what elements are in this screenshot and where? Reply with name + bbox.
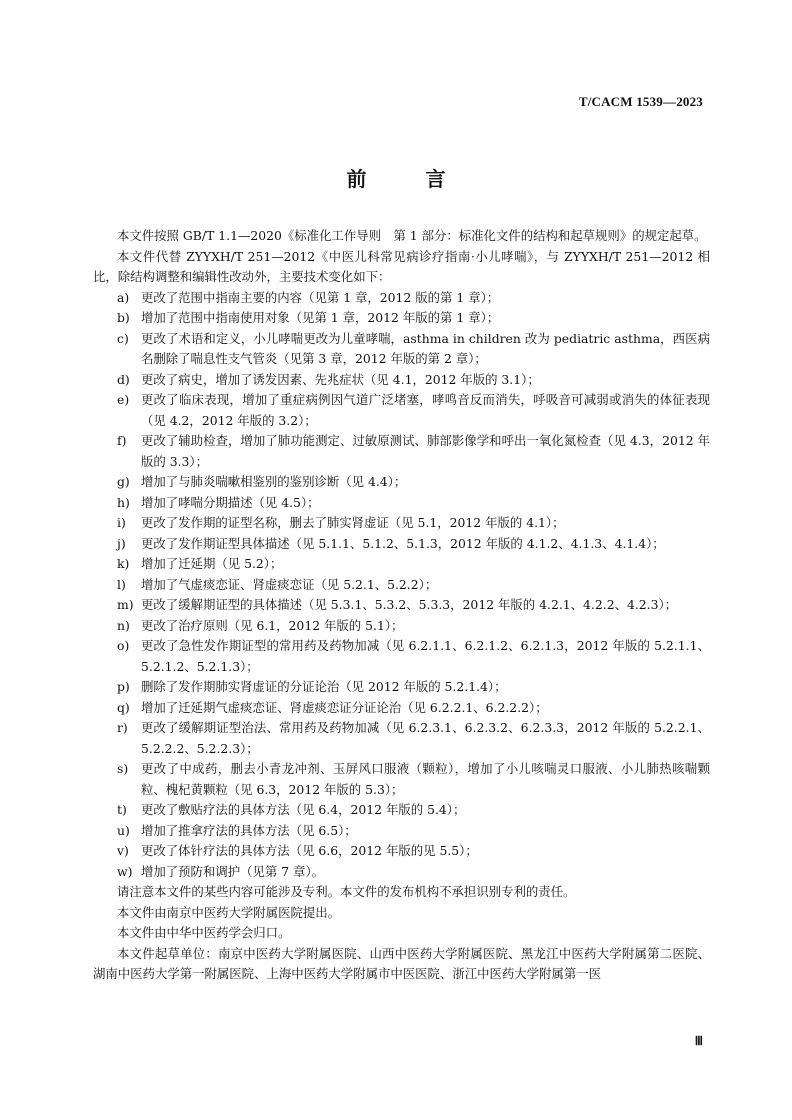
list-item-text: 增加了预防和调护（见第 7 章）。 bbox=[141, 863, 325, 879]
list-item-marker: i) bbox=[117, 515, 126, 530]
list-item-marker: o) bbox=[117, 638, 130, 653]
note-paragraph: 本文件由中华中医药学会归口。 bbox=[117, 925, 291, 940]
list-item-text: 更改了敷贴疗法的具体方法（见 6.4，2012 年版的 5.4）； bbox=[141, 802, 466, 817]
list-item bbox=[93, 698, 710, 719]
list-item-text: 更改了发作期证型具体描述（见 5.1.1、5.1.2、5.1.3，2012 年版的 4.1.2、4.1.3、4.1.4）； bbox=[141, 535, 665, 551]
list-item bbox=[93, 595, 710, 616]
list-item bbox=[93, 800, 710, 821]
list-item-text: 增加了推拿疗法的具体方法（见 6.5）； bbox=[141, 822, 357, 838]
list-item-text: 更改了缓解期证型治法、常用药及药物加减（见 6.2.3.1、6.2.3.2、6.2.3.3，2012 年版的 5.2.2.1、5.2.2.2、5.2.2.3）； bbox=[141, 720, 710, 756]
list-item bbox=[93, 841, 710, 862]
list-item-marker: p) bbox=[117, 679, 130, 694]
list-item-text: 更改了缓解期证型的具体描述（见 5.3.1、5.3.2、5.3.3，2012 年版的 4.2.1、4.2.2、4.2.3）； bbox=[141, 597, 678, 612]
list-item bbox=[93, 308, 710, 329]
list-item-text: 更改了术语和定义，小儿哮喘更改为儿童哮喘，asthma in children 改为 pediatric asthma，西医病名删除了喘息性支气管炎（见第 3 章，2012 年版的第 2 章）； bbox=[141, 330, 710, 366]
list-item-marker: c) bbox=[117, 330, 129, 346]
list-item-marker: j) bbox=[117, 535, 126, 551]
list-item bbox=[93, 718, 710, 759]
list-item bbox=[93, 616, 710, 637]
note-paragraph: 本文件起草单位：南京中医药大学附属医院、山西中医药大学附属医院、黑龙江中医药大学附属第二医院、湖南中医药大学第一附属医院、上海中医药大学附属市中医医院、浙江中医药大学附属第一医 bbox=[93, 945, 710, 981]
note-paragraph: 请注意本文件的某些内容可能涉及专利。本文件的发布机构不承担识别专利的责任。 bbox=[117, 884, 576, 899]
page-number: Ⅲ bbox=[694, 1034, 703, 1048]
list-item bbox=[93, 513, 710, 534]
document-code: T/CACM 1539—2023 bbox=[578, 94, 703, 109]
list-item-marker: w) bbox=[117, 863, 133, 879]
list-item bbox=[93, 759, 710, 800]
list-item-text: 更改了中成药，删去小青龙冲剂、玉屏风口服液（颗粒），增加了小儿咳喘灵口服液、小儿肺热咳喘颗粒、槐杞黄颗粒（见 6.3，2012 年版的 5.3）； bbox=[141, 761, 710, 797]
list-item-text: 增加了迁延期气虚痰恋证、肾虚痰恋证分证论治（见 6.2.2.1、6.2.2.2）； bbox=[141, 699, 548, 715]
page-title: 前 言 bbox=[346, 167, 472, 191]
list-item-marker: r) bbox=[117, 720, 128, 735]
list-item bbox=[93, 288, 710, 309]
list-item-marker: d) bbox=[117, 371, 130, 387]
intro-paragraph: 本文件按照 GB/T 1.1—2020《标准化工作导则 第 1 部分：标准化文件的结构和起草规则》的规定起草。 bbox=[117, 228, 707, 243]
list-item-text: 更改了急性发作期证型的常用药及药物加减（见 6.2.1.1、6.2.1.2、6.2.1.3，2012 年版的 5.2.1.1、5.2.1.2、5.2.1.3）； bbox=[141, 638, 710, 674]
list-item bbox=[93, 862, 710, 883]
list-item bbox=[93, 493, 710, 514]
list-item-text: 增加了与肺炎喘嗽相鉴别的鉴别诊断（见 4.4）； bbox=[141, 474, 407, 489]
list-item-marker: u) bbox=[117, 822, 130, 838]
list-item-text: 更改了治疗原则（见 6.1，2012 年版的 5.1）； bbox=[141, 617, 404, 633]
notes-section bbox=[93, 882, 710, 985]
list-item bbox=[93, 370, 710, 391]
list-item bbox=[93, 677, 710, 698]
list-item-text: 更改了范围中指南主要的内容（见第 1 章，2012 版的第 1 章）； bbox=[141, 289, 500, 305]
list-item bbox=[93, 636, 710, 677]
list-item bbox=[93, 575, 710, 596]
list-item-marker: v) bbox=[117, 843, 129, 858]
list-item-marker: m) bbox=[117, 597, 134, 612]
list-item-marker: k) bbox=[117, 556, 130, 571]
list-item-marker: b) bbox=[117, 310, 130, 325]
intro-paragraph: 本文件代替 ZYYXH/T 251—2012《中医儿科常见病诊疗指南·小儿哮喘》，与 ZYYXH/T 251—2012 相比，除结构调整和编辑性改动外，主要技术变化如下： bbox=[93, 248, 710, 284]
list-item-marker: q) bbox=[117, 699, 130, 715]
list-item-text: 更改了病史，增加了诱发因素、先兆症状（见 4.1，2012 年版的 3.1）； bbox=[141, 371, 540, 387]
changes-list bbox=[93, 288, 710, 883]
list-item-marker: l) bbox=[117, 576, 126, 592]
list-item bbox=[93, 821, 710, 842]
list-item-marker: n) bbox=[117, 617, 130, 633]
list-item bbox=[93, 390, 710, 431]
list-item-marker: f) bbox=[117, 433, 127, 448]
list-item bbox=[93, 431, 710, 472]
list-item-marker: h) bbox=[117, 494, 130, 510]
list-item bbox=[93, 472, 710, 493]
list-item-marker: g) bbox=[117, 474, 130, 489]
list-item bbox=[93, 554, 710, 575]
list-item-text: 更改了体针疗法的具体方法（见 6.6，2012 年版的见 5.5）； bbox=[141, 843, 478, 858]
list-item bbox=[93, 329, 710, 370]
list-item-text: 更改了辅助检查，增加了肺功能测定、过敏原测试、肺部影像学和呼出一氧化氮检查（见 4.3，2012 年版的 3.3）； bbox=[141, 433, 710, 469]
list-item bbox=[93, 534, 710, 555]
list-item-marker: a) bbox=[117, 289, 130, 305]
list-item-text: 更改了发作期的证型名称，删去了肺实肾虚证（见 5.1，2012 年版的 4.1）； bbox=[141, 515, 565, 530]
list-item-marker: s) bbox=[117, 761, 129, 776]
list-item-text: 增加了范围中指南使用对象（见第 1 章，2012 年版的第 1 章）； bbox=[141, 310, 500, 325]
foreword-body bbox=[93, 226, 710, 985]
list-item-marker: t) bbox=[117, 802, 127, 817]
list-item-text: 删除了发作期肺实肾虚证的分证论治（见 2012 年版的 5.2.1.4）； bbox=[141, 679, 507, 694]
list-item-text: 增加了哮喘分期描述（见 4.5）； bbox=[141, 494, 320, 510]
list-item-text: 增加了气虚痰恋证、肾虚痰恋证（见 5.2.1、5.2.2）； bbox=[141, 576, 438, 592]
list-item-marker: e) bbox=[117, 392, 130, 407]
note-paragraph: 本文件由南京中医药大学附属医院提出。 bbox=[117, 904, 341, 920]
list-item-text: 增加了迁延期（见 5.2）； bbox=[141, 556, 283, 571]
list-item-text: 更改了临床表现，增加了重症病例因气道广泛堵塞，哮鸣音反而消失，呼吸音可减弱或消失的体征表现（见 4.2，2012 年版的 3.2）； bbox=[141, 392, 710, 428]
